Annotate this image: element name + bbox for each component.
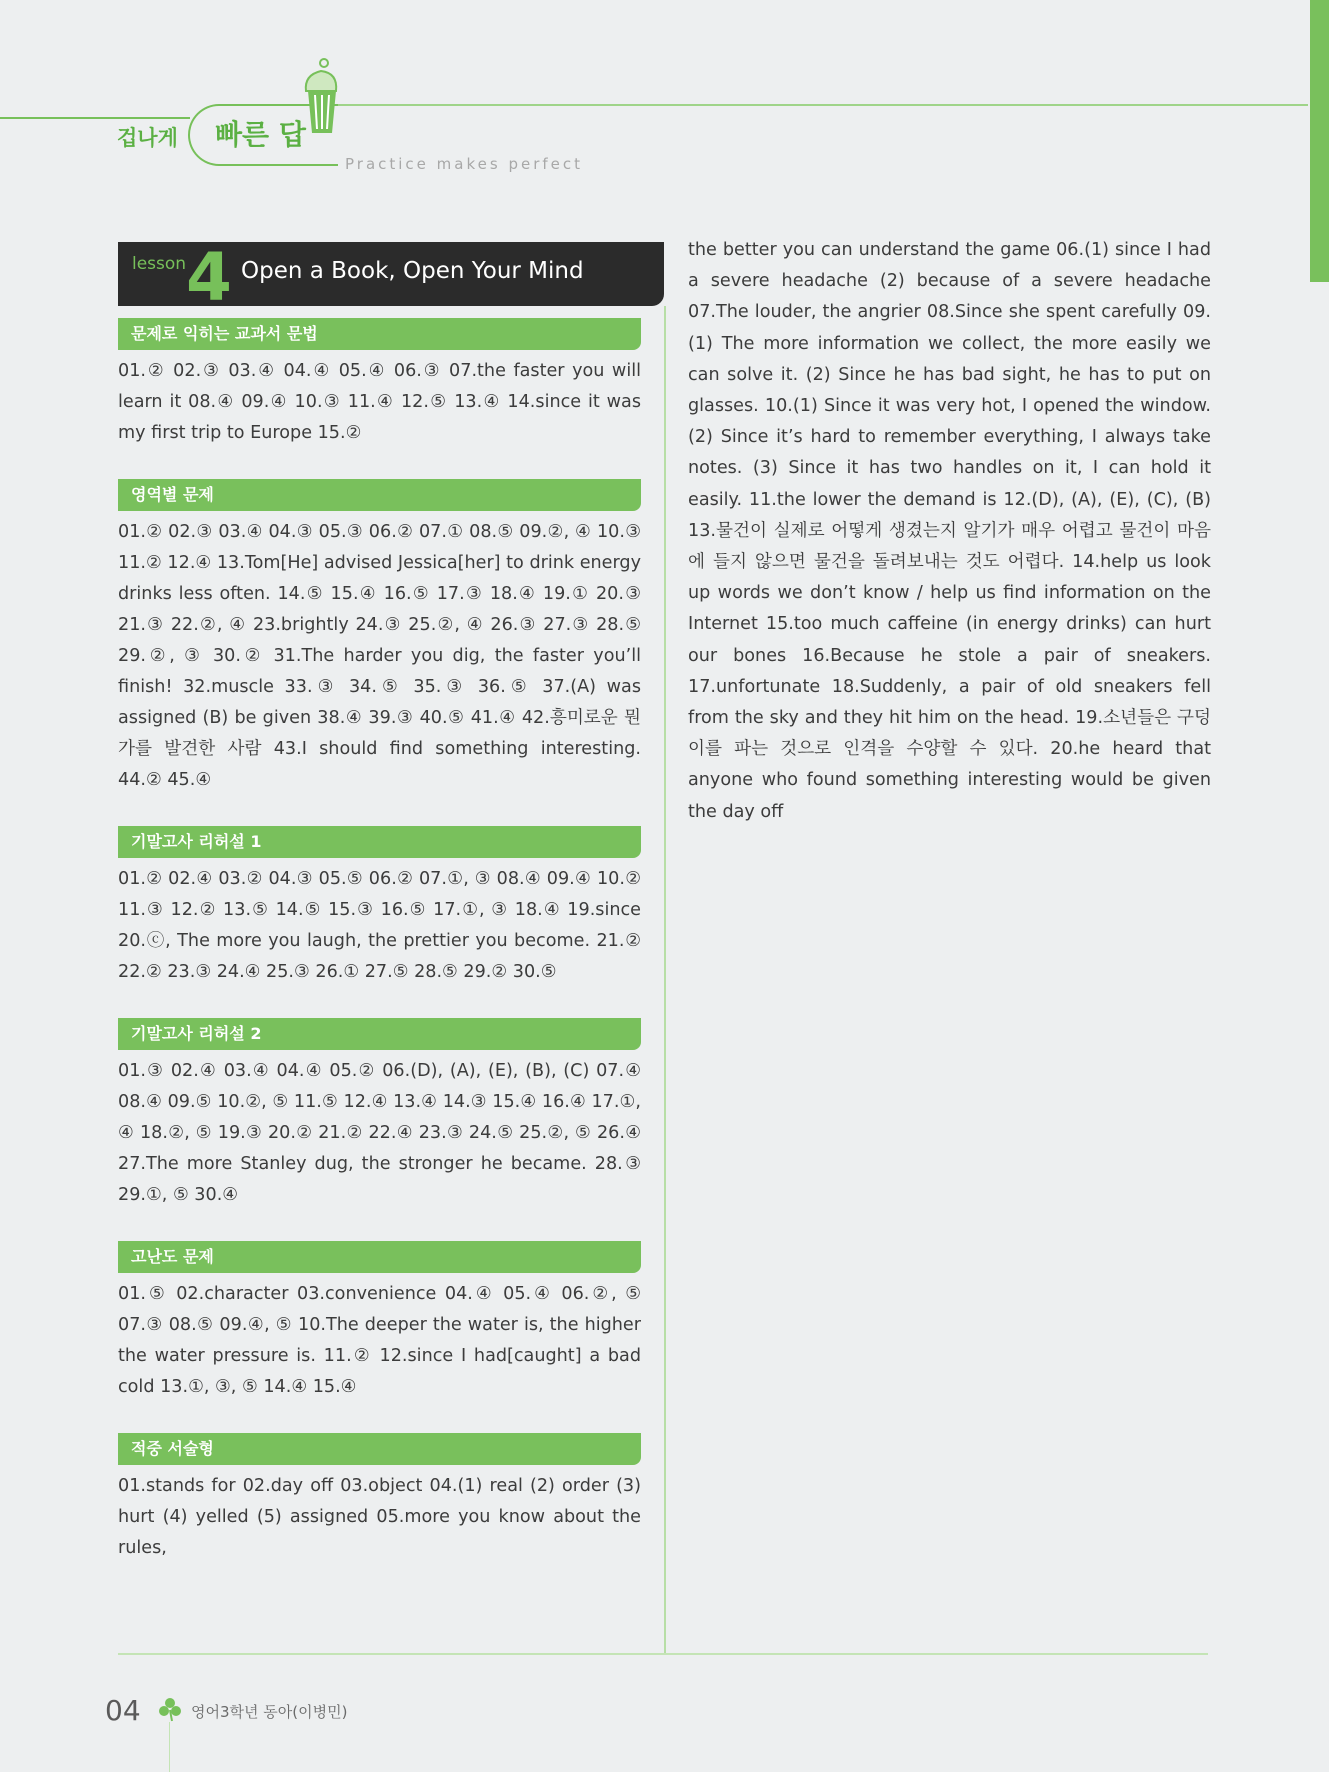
- lesson-word: lesson: [132, 254, 187, 274]
- header-small-label: 겁나게: [117, 126, 178, 150]
- section-advanced: [118, 1241, 641, 1403]
- header-rule-left: [0, 117, 190, 119]
- lesson-number-glyph: 4: [186, 242, 232, 306]
- section-grammar: [118, 318, 641, 449]
- section-by-area: [118, 479, 641, 796]
- section-title: 기말고사 리허설 1: [118, 826, 641, 858]
- section-final-rehearsal-1: [118, 826, 641, 988]
- answer-text: 01.⑤ 02.character 03.convenience 04.④ 05.④ 06.②, ⑤ 07.③ 08.⑤ 09.④, ⑤ 10.The deeper the water is, the higher the water pressure is. 11.② 12.since I had[caught] a bad cold 13.①, ③, ⑤ 14.④ 15.④: [118, 1284, 641, 1397]
- answers-left-column: [118, 318, 641, 1594]
- section-title: 고난도 문제: [118, 1241, 641, 1273]
- header-title: 빠른 답: [215, 118, 306, 151]
- book-name: 영어3학년 동아(이병민): [191, 1703, 348, 1721]
- footer-vertical-rule: [169, 1722, 170, 1772]
- section-title: 기말고사 리허설 2: [118, 1018, 641, 1050]
- section-title: 문제로 익히는 교과서 문법: [118, 318, 641, 350]
- answer-text-continued: the better you can understand the game 06.(1) since I had a severe headache (2) because of a severe headache 07.The louder, the angrier 08.Since she spent carefully 09.(1) The more information we collect, the more easily we can solve it. (2) Since he has bad sight, he has to put on glasses. 10.(1) Since it was very hot, I opened the window. (2) Since it’s hard to remember everything, I always take notes. (3) Since it has two handles on it, I can hold it easily. 11.the lower the demand is 12.(D), (A), (E), (C), (B) 13.물건이 실제로 어떻게 생겼는지 알기가 매우 어렵고 물건이 마음에 들지 않으면 물건을 돌려보내는 것도 어렵다. 14.help us look up words we don’t know / help us find information on the Internet 15.too much caffeine (in energy drinks) can hurt our bones 16.Because he stole a pair of sneakers. 17.unfortunate 18.Suddenly, a pair of old sneakers fell from the sky and they hit him on the head. 19.소년들은 구덩이를 파는 것으로 인격을 수양할 수 있다. 20.he heard that anyone who found something interesting would be given the day off: [688, 240, 1211, 822]
- answer-text: 01.② 02.④ 03.② 04.③ 05.⑤ 06.② 07.①, ③ 08.④ 09.④ 10.② 11.③ 12.② 13.⑤ 14.⑤ 15.③ 16.⑤ 17.①, ③ 18.④ 19.since 20.ⓒ, The more you laugh, the prettier you become. 21.② 22.② 23.③ 24.④ 25.③ 26.① 27.⑤ 28.⑤ 29.② 30.⑤: [118, 869, 641, 982]
- header-rule-top: [318, 104, 1308, 106]
- footer-rule: [118, 1653, 1208, 1655]
- clover-icon: [157, 1696, 183, 1722]
- answers-right-column: [688, 235, 1211, 828]
- lesson-number: [186, 242, 234, 306]
- column-divider: [664, 306, 666, 1654]
- lesson-title: Open a Book, Open Your Mind: [241, 258, 584, 284]
- side-tab-marker: [1310, 0, 1329, 282]
- answer-text: 01.② 02.③ 03.④ 04.③ 05.③ 06.② 07.① 08.⑤ 09.②, ④ 10.③ 11.② 12.④ 13.Tom[He] advised Jessica[her] to drink energy drinks less often. 14.⑤ 15.④ 16.⑤ 17.③ 18.④ 19.① 20.③ 21.③ 22.②, ④ 23.brightly 24.③ 25.②, ④ 26.③ 27.③ 28.⑤ 29.②, ③ 30.② 31.The harder you dig, the faster you’ll finish! 32.muscle 33.③ 34.⑤ 35.③ 36.⑤ 37.(A) was assigned (B) be given 38.④ 39.③ 40.⑤ 41.④ 42.흥미로운 뭔가를 발견한 사람 43.I should find something interesting. 44.② 45.④: [118, 522, 641, 790]
- section-title: 적중 서술형: [118, 1433, 641, 1465]
- section-title: 영역별 문제: [118, 479, 641, 511]
- answer-text: 01.② 02.③ 03.④ 04.④ 05.④ 06.③ 07.the faster you will learn it 08.④ 09.④ 10.③ 11.④ 12.⑤ 13.④ 14.since it was my first trip to Europe 15.②: [118, 361, 641, 443]
- answer-text: 01.③ 02.④ 03.④ 04.④ 05.② 06.(D), (A), (E), (B), (C) 07.④ 08.④ 09.⑤ 10.②, ⑤ 11.⑤ 12.④ 13.④ 14.③ 15.④ 16.④ 17.①, ④ 18.②, ⑤ 19.③ 20.② 21.② 22.④ 23.③ 24.⑤ 25.②, ⑤ 26.④ 27.The more Stanley dug, the stronger he became. 28.③ 29.①, ⑤ 30.④: [118, 1061, 641, 1205]
- lesson-banner: [118, 242, 664, 306]
- section-final-rehearsal-2: [118, 1018, 641, 1211]
- answer-text: 01.stands for 02.day off 03.object 04.(1) real (2) order (3) hurt (4) yelled (5) assigned 05.more you know about the rules,: [118, 1476, 641, 1558]
- page-number: 04: [105, 1694, 141, 1727]
- section-descriptive: [118, 1433, 641, 1564]
- cupcake-icon: [300, 57, 342, 137]
- header-subtitle: Practice makes perfect: [345, 155, 584, 173]
